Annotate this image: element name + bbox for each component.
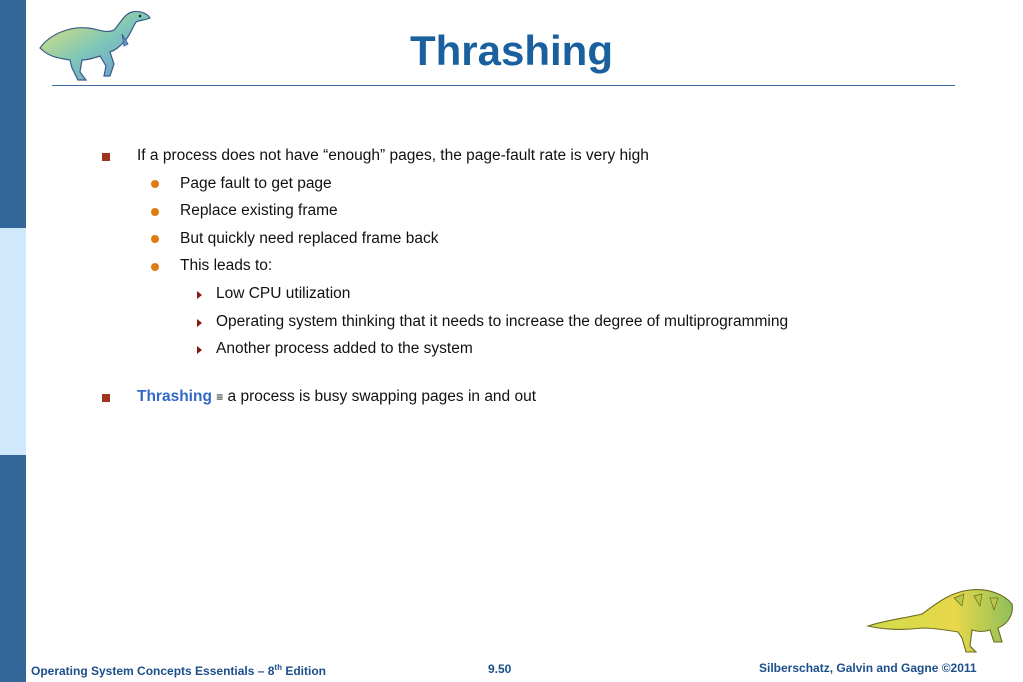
arrow-bullet-icon	[197, 291, 202, 299]
page-number: 9.50	[488, 662, 512, 676]
definition-text: a process is busy swapping pages in and out	[223, 388, 537, 405]
sub-bullet-item: Replace existing frame	[180, 202, 338, 219]
footer-book-title-sup: th	[274, 663, 282, 672]
dot-bullet-icon	[151, 263, 159, 271]
square-bullet-icon	[102, 394, 110, 402]
bullet-item: If a process does not have “enough” pages, the page-fault rate is very high	[137, 147, 649, 164]
sub-bullet-item: But quickly need replaced frame back	[180, 230, 439, 247]
left-band-middle	[0, 228, 26, 455]
footer-authors: Silberschatz, Galvin and Gagne ©2011	[759, 661, 977, 675]
dot-bullet-icon	[151, 180, 159, 188]
sub-sub-bullet-item: Low CPU utilization	[216, 285, 351, 302]
sub-sub-bullet-item: Another process added to the system	[216, 340, 473, 357]
arrow-bullet-icon	[197, 346, 202, 354]
sub-sub-bullet-item: Operating system thinking that it needs to increase the degree of multiprogramming	[216, 313, 789, 330]
dot-bullet-icon	[151, 235, 159, 243]
page-title: Thrashing	[409, 27, 613, 74]
bullet-item-definition	[137, 387, 536, 407]
footer-book-title-text: Operating System Concepts Essentials – 8	[31, 664, 275, 678]
footer-book-title-edition: Edition	[281, 664, 326, 678]
highlighted-term: Thrashing	[137, 388, 212, 405]
dot-bullet-icon	[151, 208, 159, 216]
footer-book-title	[31, 664, 326, 678]
square-bullet-icon	[102, 153, 110, 161]
equivalence-symbol: ≡	[216, 390, 224, 404]
left-band-bottom	[0, 455, 26, 682]
title-divider	[52, 85, 955, 86]
arrow-bullet-icon	[197, 319, 202, 327]
dinosaur-icon	[866, 584, 1016, 656]
sub-bullet-item: Page fault to get page	[180, 175, 332, 192]
sub-bullet-item: This leads to:	[180, 257, 273, 274]
